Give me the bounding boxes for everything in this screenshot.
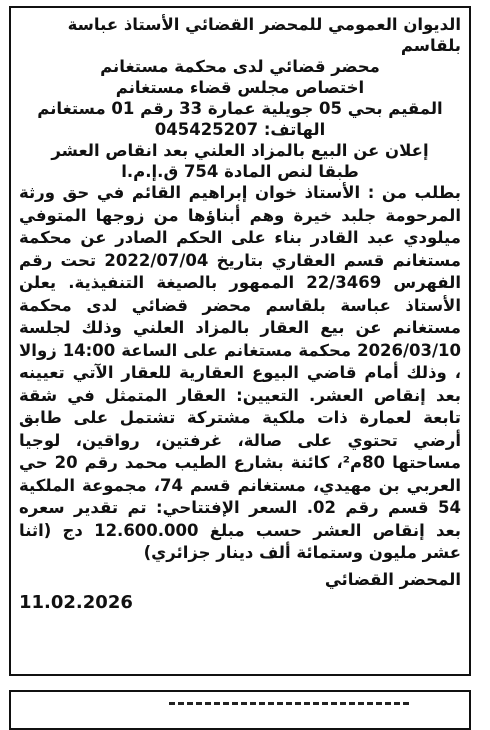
next-notice-box	[9, 690, 471, 730]
notice-title: إعلان عن البيع بالمزاد العلني بعد انقاص العشر	[51, 141, 429, 160]
signature-date: 11.02.2026	[19, 591, 133, 613]
bailiff-title: محضر قضائي لدى محكمة مستغانم	[100, 57, 380, 76]
jurisdiction: اختصاص مجلس قضاء مستغانم	[115, 78, 365, 97]
office-name: الديوان العمومي للمحضر القضائي الأستاذ عباسة بلقاسم	[67, 15, 461, 55]
signature-role: المحضر القضائي	[324, 569, 461, 589]
notice-body: بطلب من : الأستاذ خوان إبراهيم القائم في حق ورثة المرحومة جلبد خيرة وهم أبناؤها من زوجها المتوفي ميلودي عبد القادر بناء على الحكم الصادر عن محكمة مستغانم قسم العقاري بتاريخ 2022/07/04 تحت رقم الفهرس 22/3469 الممهور بالصيغة التنفيذية. يعلن الأستاذ عباسة بلقاسم محضر قضائي لدى محكمة مستغانم عن بيع العقار بالمزاد العلني وذلك لجلسة 2026/03/10 محكمة مستغانم على الساعة 14:00 زوالا ، وذلك أمام قاضي البيوع العقارية للعقار الآتي تعيينه بعد إنقاص العشر. التعيين: العقار المتمثل في شقة تابعة لعمارة ذات ملكية مشتركة تشتمل على طابق أرضي تحتوي على صالة، غرفتين، رواقين، لوجيا مساحتها 80م²، كائنة بشارع الطيب محمد رقم 20 حي العربي بن مهيدي، مستغانم قسم 74، مجموعة الملكية 54 قسم رقم 02. السعر الإفتتاحي: تم تقدير سعره بعد إنقاص العشر حسب مبلغ 12.600.000 دج (اثنا عشر مليون وستمائة ألف دينار جزائري)	[19, 183, 461, 562]
legal-notice-box	[9, 6, 471, 676]
office-address: المقيم بحي 05 جويلية عمارة 33 رقم 01 مستغانم	[37, 99, 443, 118]
notice-legal-basis: طبقا لنص المادة 754 ق.إ.م.ا	[121, 162, 359, 181]
office-phone: الهاتف: 045425207	[154, 120, 326, 139]
